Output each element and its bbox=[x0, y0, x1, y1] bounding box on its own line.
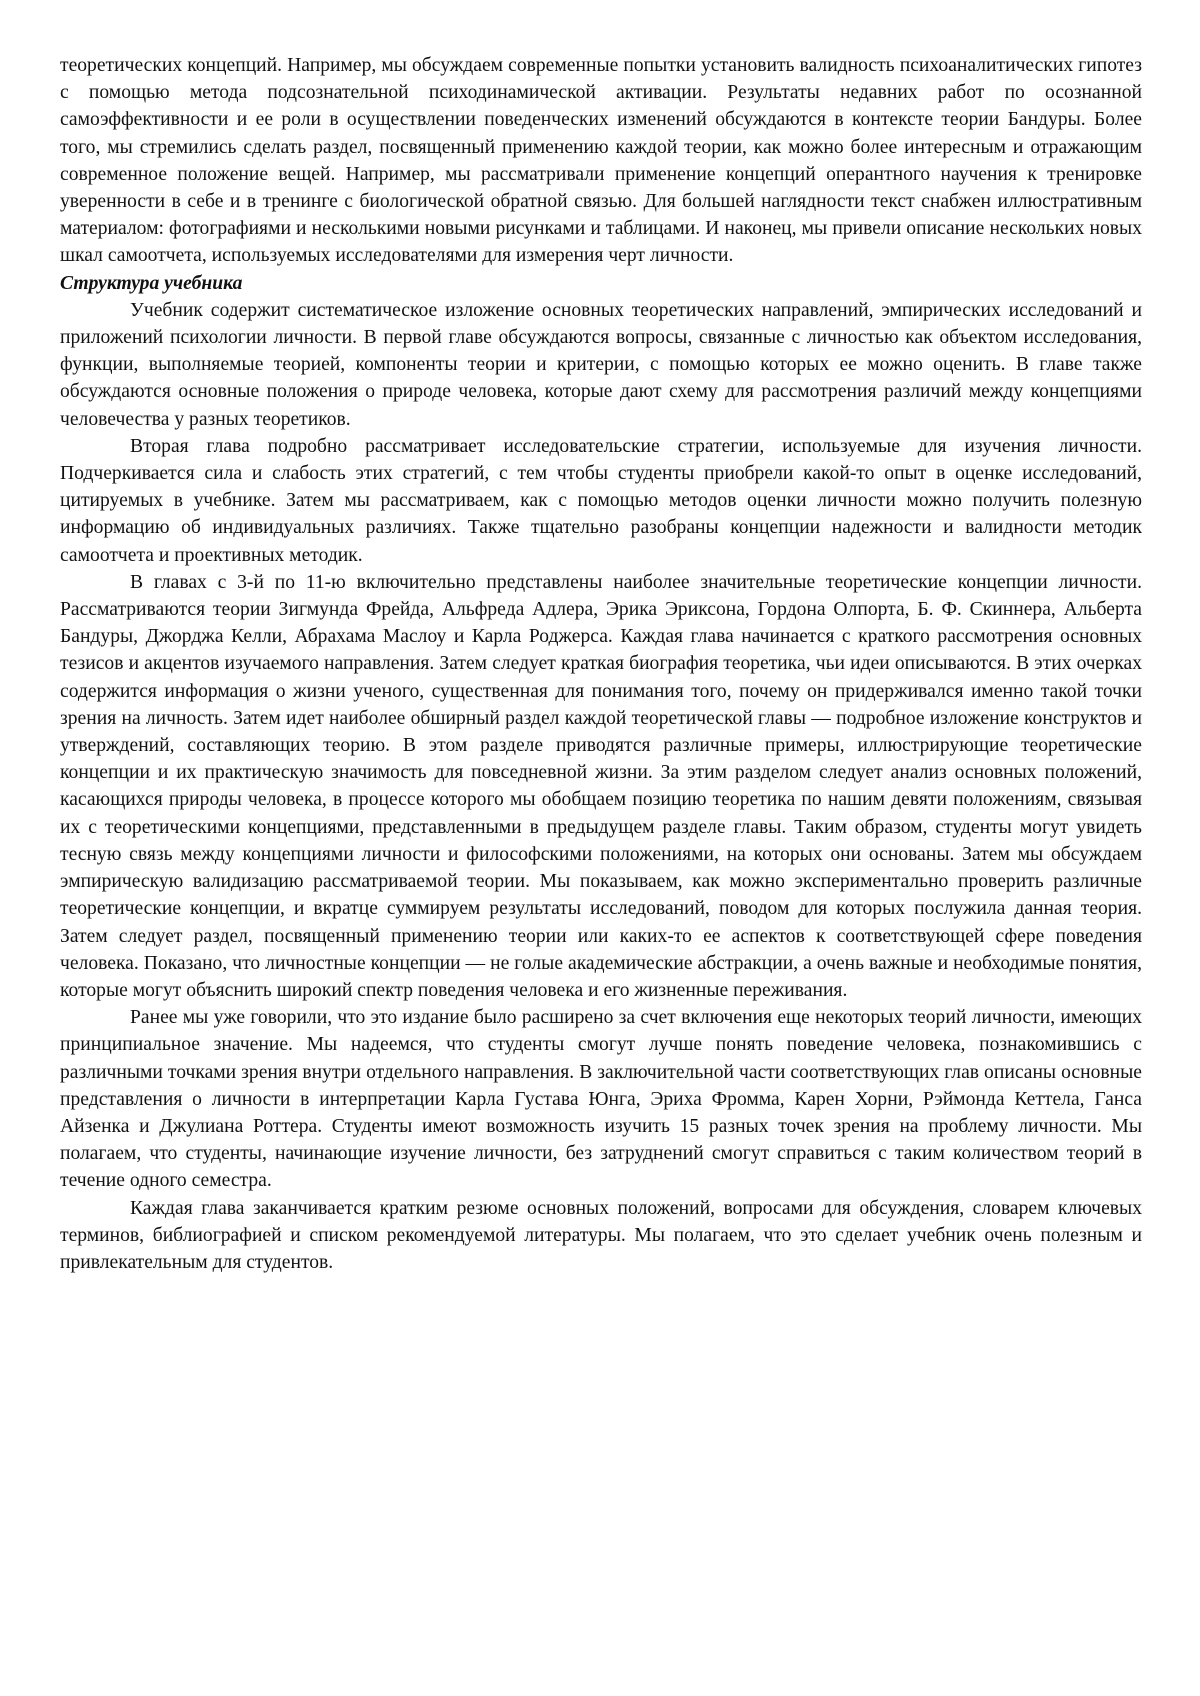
opening-paragraph: теоретических концепций. Например, мы обсуждаем современные попытки установить валидность психоаналитических гипотез с помощью метода подсознательной психодинамической активации. Результаты недавних работ по осознанной самоэффективности и ее роли в осуществлении поведенческих изменений обсуждаются в контексте теории Бандуры. Более того, мы стремились сделать раздел, посвященный применению каждой теории, как можно более интересным и отражающим современное положение вещей. Например, мы рассматривали применение концепций оперантного научения к тренировке уверенности в себе и в тренинге с биологической обратной связью. Для большей наглядности текст снабжен иллюстративным материалом: фотографиями и несколькими новыми рисунками и таблицами. И наконец, мы привели описание нескольких новых шкал самоотчета, используемых исследователями для измерения черт личности. bbox=[60, 55, 1142, 267]
paragraph-second-chapter: Вторая глава подробно рассматривает исследовательские стратегии, используемые для изучения личности. Подчеркивается сила и слабость этих стратегий, с тем чтобы студенты приобрели какой-то опыт в оценке исследований, цитируемых в учебнике. Затем мы рассматриваем, как с помощью методов оценки личности можно получить полезную информацию об индивидуальных различиях. Также тщательно разобраны концепции надежности и валидности методик самоотчета и проективных методик. bbox=[60, 435, 1142, 566]
section-heading: Структура учебника bbox=[60, 272, 243, 294]
paragraph-chapter-endings: Каждая глава заканчивается кратким резюме основных положений, вопросами для обсуждения, словарем ключевых терминов, библиографией и списком рекомендуемой литературы. Мы полагаем, что это сделает учебник очень полезным и привлекательным для студентов. bbox=[60, 1197, 1142, 1273]
paragraph-extended-edition: Ранее мы уже говорили, что это издание было расширено за счет включения еще некоторых теорий личности, имеющих принципиальное значение. Мы надеемся, что студенты смогут лучше понять поведение человека, познакомившись с различными точками зрения внутри отдельного направления. В заключительной части соответствующих глав описаны основные представления о личности в интерпретации Карла Густава Юнга, Эриха Фромма, Карен Хорни, Рэймонда Кеттела, Ганса Айзенка и Джулиана Роттера. Студенты имеют возможность изучить 15 разных точек зрения на проблему личности. Мы полагаем, что студенты, начинающие изучение личности, без затруднений смогут справиться с таким количеством теорий в течение одного семестра. bbox=[60, 1007, 1142, 1192]
paragraph-textbook-contents: Учебник содержит систематическое изложение основных теоретических направлений, эмпирических исследований и приложений психологии личности. В первой главе обсуждаются вопросы, связанные с личностью как объектом исследования, функции, выполняемые теорией, компоненты теории и критерии, с помощью которых ее можно оценить. В главе также обсуждаются основные положения о природе человека, которые дают схему для рассмотрения различий между концепциями человечества у разных теоретиков. bbox=[60, 299, 1142, 430]
document-page bbox=[60, 52, 1142, 1276]
paragraph-chapters-3-11: В главах с 3-й по 11-ю включительно представлены наиболее значительные теоретические концепции личности. Рассматриваются теории Зигмунда Фрейда, Альфреда Адлера, Эрика Эриксона, Гордона Олпорта, Б. Ф. Скиннера, Альберта Бандуры, Джорджа Келли, Абрахама Маслоу и Карла Роджерса. Каждая глава начинается с краткого рассмотрения основных тезисов и акцентов изучаемого направления. Затем следует краткая биография теоретика, чьи идеи описываются. В этих очерках содержится информация о жизни ученого, существенная для понимания того, почему он придерживался именно такой точки зрения на личность. Затем идет наиболее обширный раздел каждой теоретической главы — подробное изложение конструктов и утверждений, составляющих теорию. В этом разделе приводятся различные примеры, иллюстрирующие теоретические концепции и их практическую значимость для повседневной жизни. За этим разделом следует анализ основных положений, касающихся природы человека, в процессе которого мы обобщаем позицию теоретика по нашим девяти положениям, связывая их с теоретическими концепциями, представленными в предыдущем разделе главы. Таким образом, студенты могут увидеть тесную связь между концепциями личности и философскими положениями, на которых они основаны. Затем мы обсуждаем эмпирическую валидизацию рассматриваемой теории. Мы показываем, как можно экспериментально проверить различные теоретические концепции, и вкратце суммируем результаты исследований, поводом для которых послужила данная теория. Затем следует раздел, посвященный применению теории или каких-то ее аспектов к соответствующей сфере поведения человека. Показано, что личностные концепции — не голые академические абстракции, а очень важные и необходимые понятия, которые могут объяснить широкий спектр поведения человека и его жизненные переживания. bbox=[60, 571, 1142, 1001]
